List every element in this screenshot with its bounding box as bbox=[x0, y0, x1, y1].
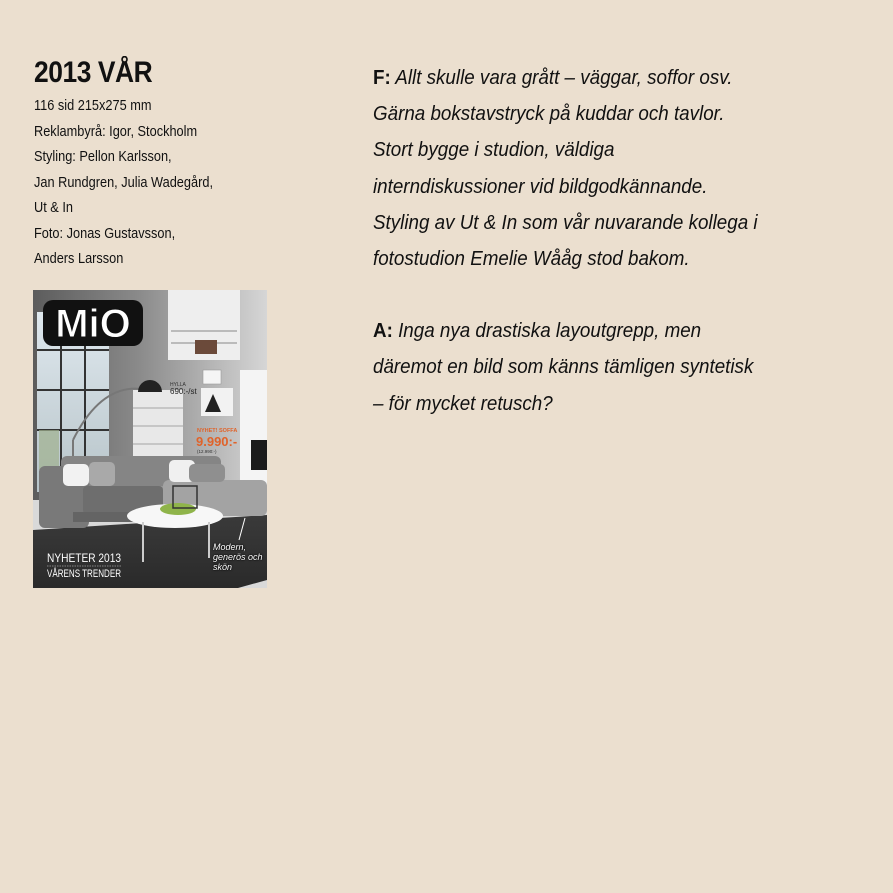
cover-note: Modern, generös och skön bbox=[213, 542, 263, 572]
svg-text:MiO: MiO bbox=[55, 302, 131, 346]
comment-f-label: F: bbox=[373, 67, 391, 89]
sofa-badge: NYHET! SOFFA bbox=[197, 428, 238, 434]
cover-shelf bbox=[133, 390, 183, 460]
comment-f-line bbox=[373, 60, 824, 96]
comments bbox=[373, 60, 853, 422]
comment-f-line: fotostudion Emelie Wååg stod bakom. bbox=[373, 248, 690, 271]
comment-a-text: Inga nya drastiska layoutgrepp, men bbox=[398, 320, 702, 343]
entry-photo-cont: Anders Larsson bbox=[34, 251, 124, 267]
comment-a-line: däremot en bild som känns tämligen syntetisk bbox=[373, 356, 754, 379]
entry-styling-cont: Ut & In bbox=[34, 200, 74, 216]
comment-f-line: Gärna bokstavstryck på kuddar och tavlor. bbox=[373, 103, 725, 126]
comment-f-line: Styling av Ut & In som vår nuvarande kollega i bbox=[373, 211, 758, 234]
comment-a-line bbox=[373, 313, 824, 349]
sofa-old-price: (12.990:-) bbox=[197, 449, 217, 454]
entry-styling-cont: Jan Rundgren, Julia Wadegård, bbox=[34, 174, 213, 191]
comment-f-text: Allt skulle vara grått – väggar, soffor osv. bbox=[395, 67, 733, 89]
shelf-price-label: HYLLA bbox=[170, 382, 186, 388]
catalog-entry bbox=[34, 56, 284, 273]
entry-agency: Reklambyrå: Igor, Stockholm bbox=[34, 123, 198, 140]
cover-headline-1: NYHETER 2013 bbox=[47, 551, 122, 565]
entry-title: 2013 VÅR bbox=[34, 56, 153, 89]
entry-format: 116 sid 215x275 mm bbox=[34, 98, 152, 114]
entry-photo: Foto: Jonas Gustavsson, bbox=[34, 225, 176, 242]
cover-headline-2: VÅRENS TRENDER bbox=[47, 568, 149, 580]
entry-styling: Styling: Pellon Karlsson, bbox=[34, 149, 172, 165]
catalog-cover-image bbox=[33, 290, 267, 588]
sofa-price: 9.990:- bbox=[196, 434, 238, 449]
mio-logo bbox=[43, 300, 143, 346]
comment-f-line: interndiskussioner vid bildgodkännande. bbox=[373, 175, 708, 198]
shelf-price: 690:-/st bbox=[170, 387, 197, 396]
comment-a-label: A: bbox=[373, 320, 393, 343]
comment-f-line: Stort bygge i studion, väldiga bbox=[373, 139, 615, 162]
comment-a-line: – för mycket retusch? bbox=[373, 392, 553, 415]
